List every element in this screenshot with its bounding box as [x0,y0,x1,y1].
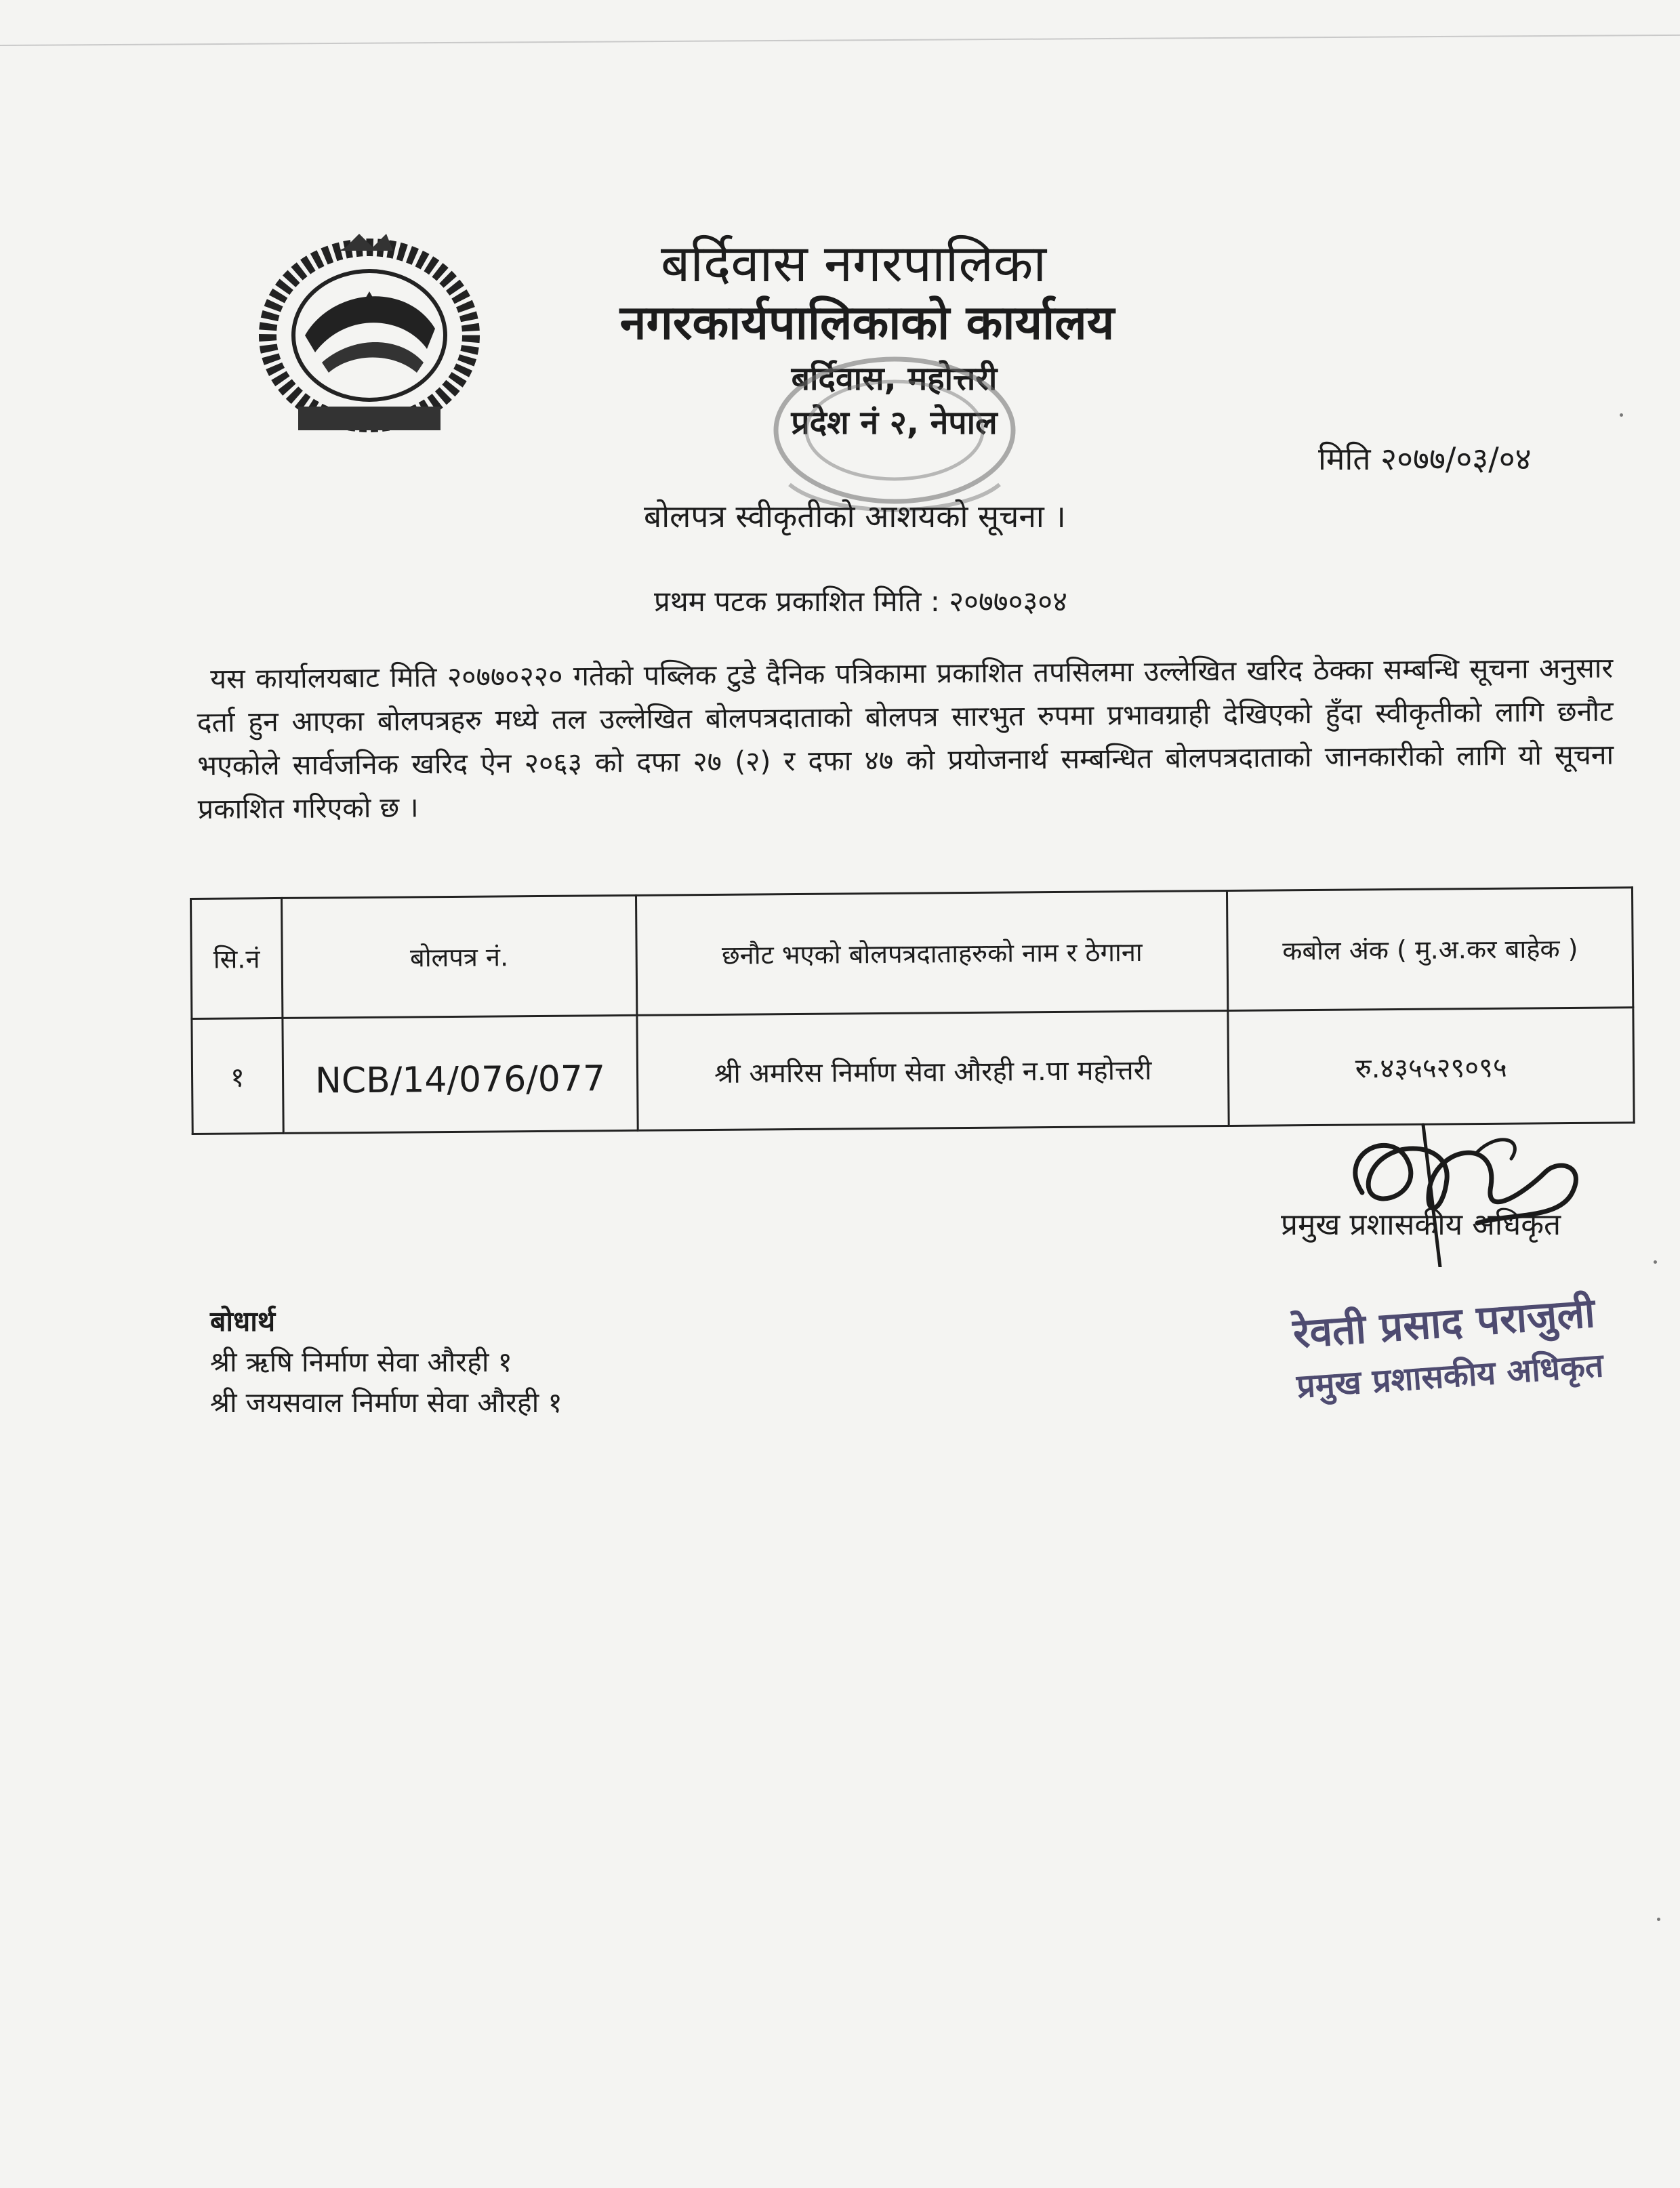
cell-serial-number: १ [192,1018,283,1134]
list-item: श्री ऋषि निर्माण सेवा औरही १ [210,1346,512,1378]
header-bidder-name-address: छनौट भएको बोलपत्रदाताहरुको नाम र ठेगाना [636,890,1228,1015]
list-item: श्री जयसवाल निर्माण सेवा औरही १ [210,1386,562,1419]
office-province: प्रदेश नं २, नेपाल [791,404,998,442]
officer-name: रेवती प्रसाद पराजुली [1291,1289,1597,1358]
scan-speck [1654,1260,1657,1264]
notice-subject: बोलपत्र स्वीकृतीको आशयको सूचना । [644,498,1066,535]
signatory-title: प्रमुख प्रशासकीय अधिकृत [1281,1207,1561,1242]
organization-name: बर्दिवास नगरपालिका [660,233,1047,293]
handwritten-signature-icon [1322,1111,1606,1267]
office-address: बर्दिवास, महोत्तरी [791,360,998,398]
header-serial-number: सि.नं [191,898,283,1018]
scan-speck [1657,1918,1660,1921]
office-name: नगरकार्यपालिकाको कार्यालय [619,295,1115,350]
cell-bidder-name-address: श्री अमरिस निर्माण सेवा औरही न.पा महोत्तरी [637,1010,1229,1130]
cell-bid-amount: रु.४३५५२९०९५ [1228,1008,1634,1126]
scan-edge-line [0,35,1680,46]
first-published-date: प्रथम पटक प्रकाशित मिति : २०७७०३०४ [654,585,1067,618]
scan-speck [1620,413,1623,417]
table-header-row [191,888,1633,1019]
copy-to-heading: बोधार्थ [210,1305,276,1338]
officer-title: प्रमुख प्रशासकीय अधिकृत [1295,1346,1605,1406]
notice-date: मिति २०७७/०३/०४ [1318,440,1532,477]
cell-bid-number: NCB/14/076/077 [283,1015,638,1133]
notice-body-text: यस कार्यालयबाट मिति २०७७०२२० गतेको पब्लिक टुडे दैनिक पत्रिकामा प्रकाशित तपसिलमा उल्लेखित खरिद ठेक्का सम्बन्धि सूचना अनुसार दर्ता हुन आएका बोलपत्रहरु मध्ये तल उल्लेखित बोलपत्रदाताको बोलपत्र सारभुत रुपमा प्रभावग्राही देखिएको हुँदा स्वीकृतीको लागि छनौट भएकोले सार्वजनिक खरिद ऐन २०६३ को दफा २७ (२) र दफा ४७ को प्रयोजनार्थ सम्बन्धित बोलपत्रदाताको जानकारीको लागि यो सूचना प्रकाशित गरिएको छ । [197,651,1614,825]
copy-to-section [210,1301,562,1423]
officer-name-stamp [1291,1283,1605,1407]
header-bid-amount: कबोल अंक ( मु.अ.कर बाहेक ) [1227,888,1633,1011]
bid-selection-table [190,886,1635,1135]
header-bid-number: बोलपत्र नं. [281,895,637,1018]
